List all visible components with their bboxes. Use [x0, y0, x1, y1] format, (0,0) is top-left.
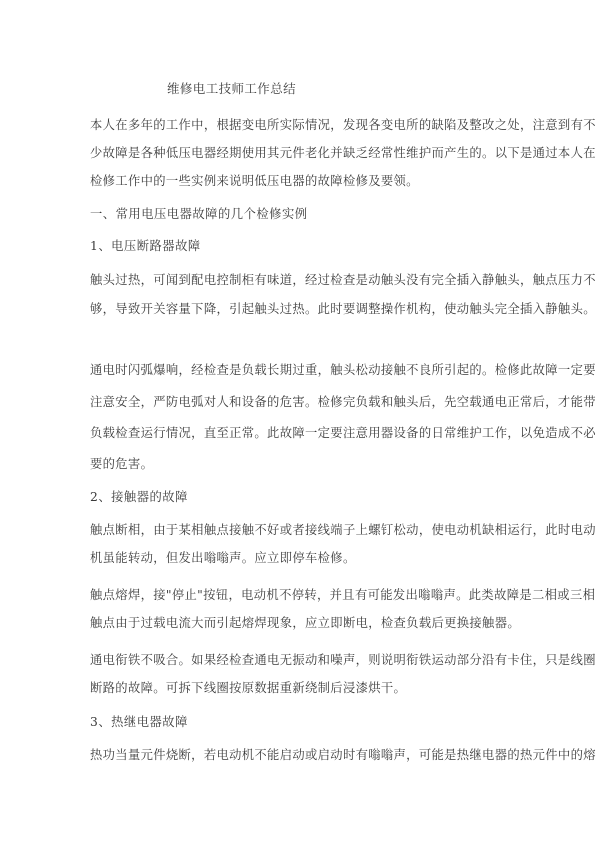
paragraph-line: 触点由于过载电流大而引起熔焊现象，应立即断电，检查负载后更换接触器。 [90, 616, 520, 630]
paragraph-line: 通电时闪弧爆响，经检查是负载长期过重，触头松动接触不良所引起的。检修此故障一定要 [90, 363, 596, 377]
subsection-heading: 3、热继电器故障 [90, 715, 188, 729]
paragraph-line: 通电衔铁不吸合。如果经检查通电无振动和噪声，则说明衔铁运动部分沿有卡住，只是线圈 [90, 653, 596, 667]
paragraph-line: 触头过热，可闻到配电控制柜有味道，经过检查是动触头没有完全插入静触头，触点压力不 [90, 273, 596, 287]
paragraph-line: 本人在多年的工作中，根据变电所实际情况，发现各变电所的缺陷及整改之处，注意到有不 [90, 118, 596, 132]
paragraph-line: 要的危害。 [90, 457, 154, 471]
section-heading: 一、常用电压电器故障的几个检修实例 [90, 207, 308, 221]
paragraph-line: 热功当量元件烧断，若电动机不能启动或启动时有嗡嗡声，可能是热继电器的热元件中的熔 [90, 748, 596, 762]
paragraph-line: 少故障是各种低压电器经期使用其元件老化并缺乏经常性维护而产生的。以下是通过本人在 [90, 146, 596, 160]
paragraph-line: 触点熔焊，接"停止"按钮，电动机不停转，并且有可能发出嗡嗡声。此类故障是二相或三相 [90, 588, 596, 602]
subsection-heading: 1、电压断路器故障 [90, 239, 201, 253]
paragraph-line: 断路的故障。可拆下线圈按原数据重新绕制后浸漆烘干。 [90, 681, 407, 695]
document-title: 维修电工技师工作总结 [167, 81, 297, 96]
paragraph-line: 检修工作中的一些实例来说明低压电器的故障检修及要领。 [90, 174, 419, 188]
paragraph-line: 够，导致开关容量下降，引起触头过热。此时要调整操作机构，使动触头完全插入静触头。 [90, 302, 596, 316]
paragraph-line: 触点断相，由于某相触点接触不好或者接线端子上螺钉松动，使电动机缺相运行，此时电动 [90, 523, 596, 537]
paragraph-line: 负载检查运行情况，直至正常。此故障一定要注意用器设备的日常维护工作，以免造成不必 [90, 426, 596, 440]
paragraph-line: 机虽能转动，但发出嗡嗡声。应立即停车检修。 [90, 551, 356, 565]
subsection-heading: 2、接触器的故障 [90, 490, 188, 504]
paragraph-line: 注意安全，严防电弧对人和设备的危害。检修完负载和触头后，先空载通电正常后，才能带 [90, 395, 596, 409]
